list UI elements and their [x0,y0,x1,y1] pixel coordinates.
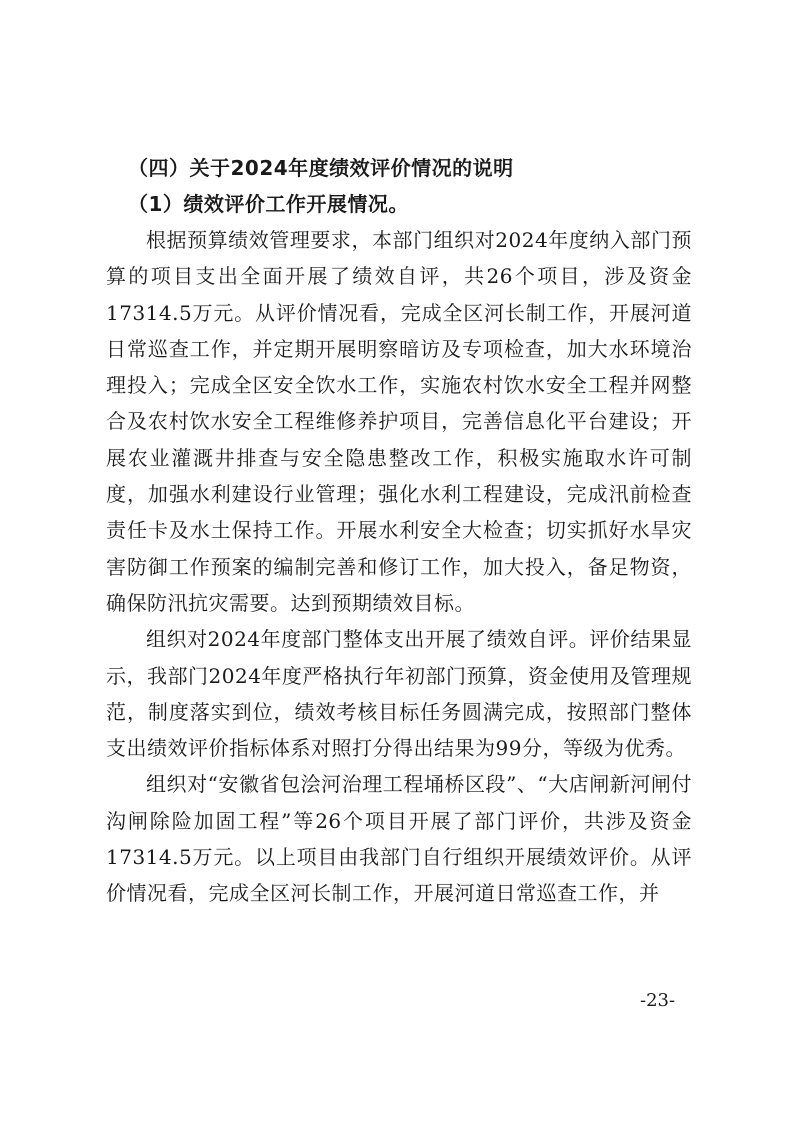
section-heading: （四）关于2024年度绩效评价情况的说明 [128,156,514,180]
page-number: -23- [640,990,676,1011]
sub-heading: （1）绩效评价工作开展情况。 [128,192,409,216]
paragraph-department-evaluation: 组织对“安徽省包浍河治理工程埇桥区段”、“大店闸新河闸付沟闸除险加固工程”等26个项目开展了部门评价，共涉及资金17314.5万元。以上项目由我部门自行组织开展绩效评价。从评价情况看，完成全区河长制工作，开展河道日常巡查工作，并 [106,772,692,906]
paragraph-overall-evaluation: 组织对2024年度部门整体支出开展了绩效自评。评价结果显示，我部门2024年度严格执行年初部门预算，资金使用及管理规范，制度落实到位，绩效考核目标任务圆满完成，按照部门整体支出绩效评价指标体系对照打分得出结果为99分，等级为优秀。 [106,627,692,761]
paragraph-project-evaluation: 根据预算绩效管理要求，本部门组织对2024年度纳入部门预算的项目支出全面开展了绩效自评，共26个项目，涉及资金17314.5万元。从评价情况看，完成全区河长制工作，开展河道日常巡查工作，并定期开展明察暗访及专项检查，加大水环境治理投入；完成全区安全饮水工作，实施农村饮水安全工程并网整合及农村饮水安全工程维修养护项目，完善信息化平台建设；开展农业灌溉井排查与安全隐患整改工作，积极实施取水许可制度，加强水利建设行业管理；强化水利工程建设，完成汛前检查责任卡及水土保持工作。开展水利安全大检查；切实抓好水旱灾害防御工作预案的编制完善和修订工作，加大投入，备足物资，确保防汛抗灾需要。达到预期绩效目标。 [106,228,692,615]
document-body [106,150,692,912]
